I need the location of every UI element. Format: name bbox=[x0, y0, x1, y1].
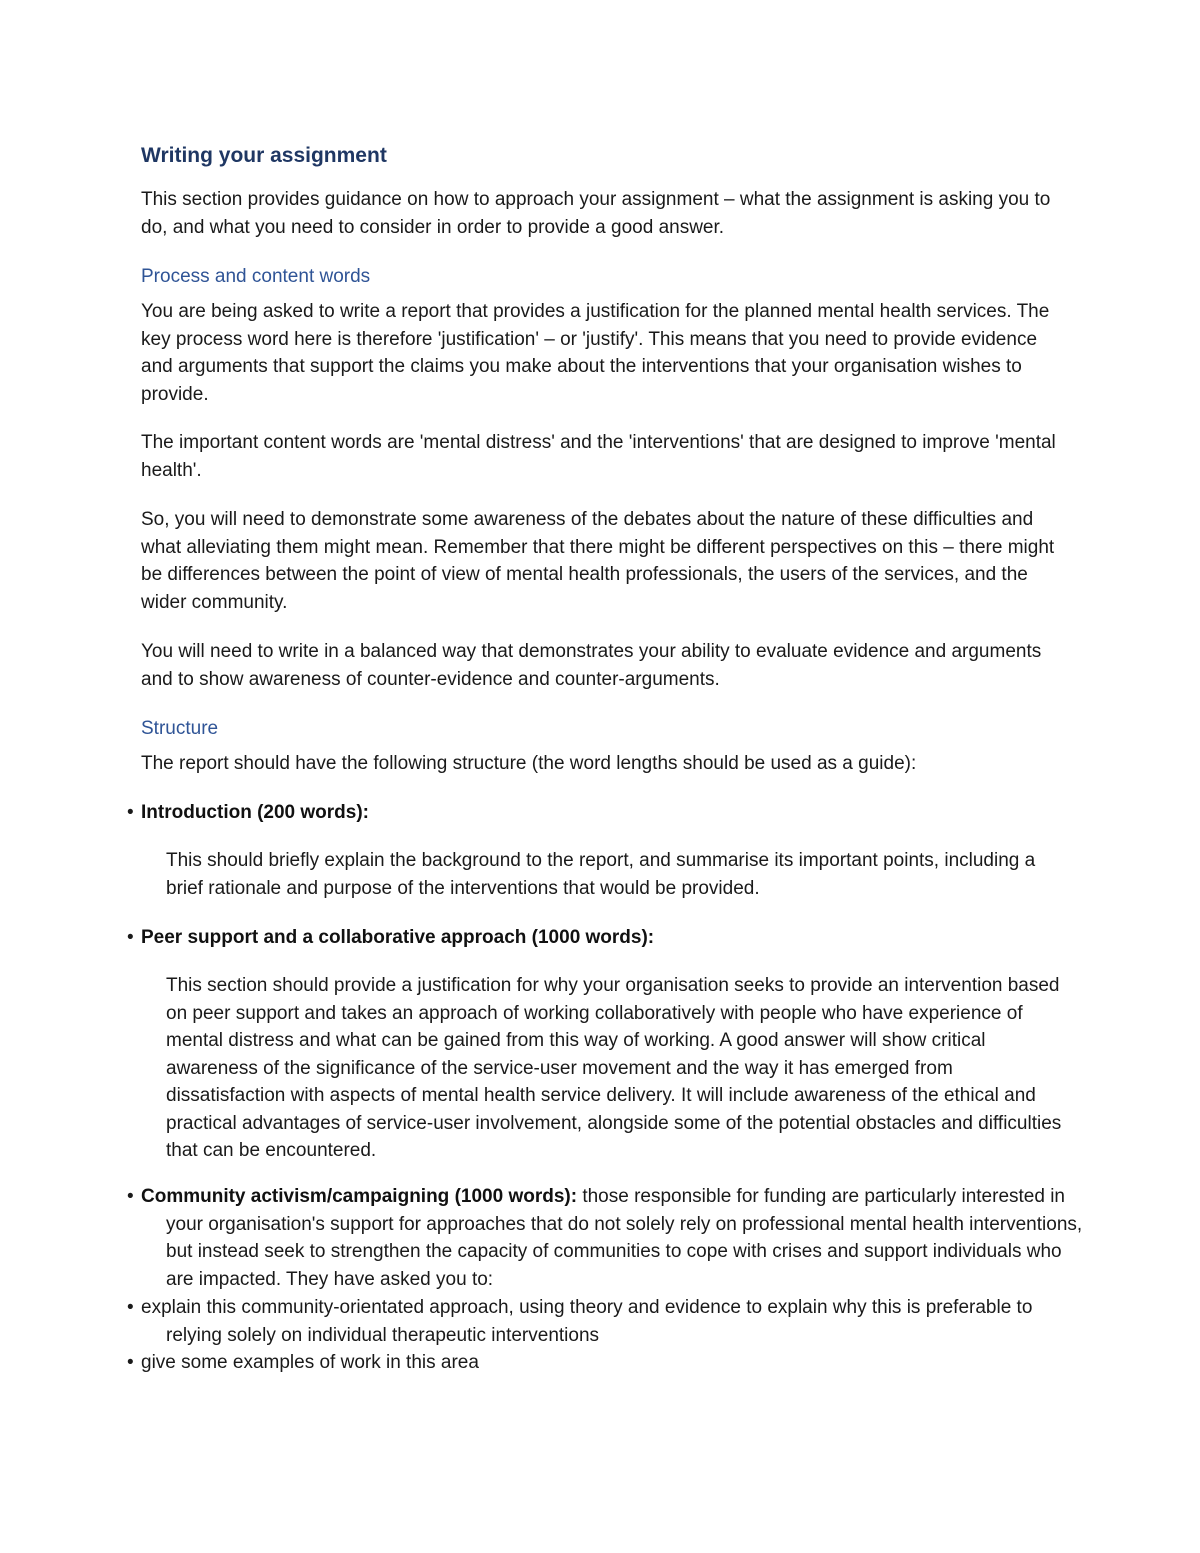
bullet-icon: • bbox=[127, 1186, 134, 1207]
paragraph-structure-intro: The report should have the following structure (the word lengths should be used as a guide): bbox=[141, 753, 917, 774]
list-item-body bbox=[141, 1183, 1086, 1293]
page-title: Writing your assignment bbox=[141, 144, 387, 167]
paragraph-content-words: The important content words are 'mental distress' and the 'interventions' that are designed to improve 'mental health'. bbox=[141, 432, 1056, 481]
paragraph-awareness: So, you will need to demonstrate some awareness of the debates about the nature of these difficulties and what alleviating them might mean. Remember that there might be different perspectives on this – there might be differences between the point of view of mental health professionals, the users of the services, and the wider community. bbox=[141, 509, 1055, 613]
bullet-icon: • bbox=[127, 802, 134, 823]
list-item-text: This section should provide a justification for why your organisation seeks to provide an intervention based on peer support and takes an approach of working collaboratively with people who have experience of mental distress and what can be gained from this way of working. A good answer will show critical awareness of the significance of the service-user movement and the way it has emerged from dissatisfaction with aspects of mental health service delivery. It will include awareness of the ethical and practical advantages of service-user involvement, alongside some of the potential obstacles and difficulties that can be encountered. bbox=[166, 975, 1062, 1161]
list-item-text: those responsible for funding are particularly interested in your organisation's support for approaches that do not solely rely on professional mental health interventions, but instead seek to strengthen the capacity of communities to cope with crises and support individuals who are impacted. They have asked you to: bbox=[166, 1186, 1083, 1290]
bullet-icon: • bbox=[127, 1297, 134, 1318]
list-item-label: Community activism/campaigning (1000 words): bbox=[141, 1186, 578, 1207]
list-item-label: Peer support and a collaborative approach (1000 words): bbox=[141, 927, 655, 948]
paragraph-balanced: You will need to write in a balanced way that demonstrates your ability to evaluate evidence and arguments and to show awareness of counter-evidence and counter-arguments. bbox=[141, 641, 1042, 690]
intro-paragraph: This section provides guidance on how to approach your assignment – what the assignment is asking you to do, and what you need to consider in order to provide a good answer. bbox=[141, 189, 1051, 238]
section-heading-structure: Structure bbox=[141, 718, 219, 739]
sub-list-item-text: explain this community-orientated approach, using theory and evidence to explain why this is preferable to relying solely on individual therapeutic interventions bbox=[141, 1297, 1033, 1346]
paragraph-justification: You are being asked to write a report that provides a justification for the planned mental health services. The key process word here is therefore 'justification' – or 'justify'. This means that you need to provide evidence and arguments that support the claims you make about the interventions that your organisation wishes to provide. bbox=[141, 301, 1050, 405]
bullet-icon: • bbox=[127, 927, 134, 948]
sub-list-item-text: give some examples of work in this area bbox=[141, 1352, 479, 1373]
list-item-label: Introduction (200 words): bbox=[141, 802, 369, 823]
bullet-icon: • bbox=[127, 1352, 134, 1373]
list-item-text: This should briefly explain the background to the report, and summarise its important points, including a brief rationale and purpose of the interventions that would be provided. bbox=[166, 850, 1036, 899]
section-heading-process: Process and content words bbox=[141, 266, 371, 287]
